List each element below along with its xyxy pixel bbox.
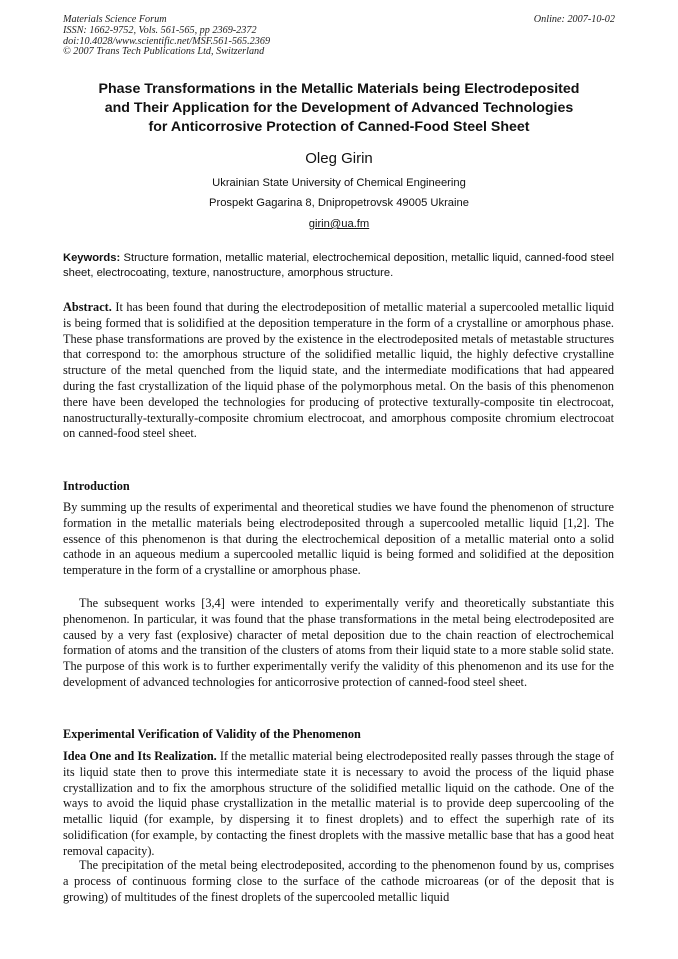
address: Prospekt Gagarina 8, Dnipropetrovsk 49005 Ukraine — [209, 197, 469, 209]
idea-one-text: If the metallic material being electrodeposited really passes through the stage of its liquid state then to prove this intermediate state it is necessary to avoid the process of the liquid phase crystallization and to fix the amorphous structure of the solidified metallic liquid on the cathode. One of the ways to avoid the liquid phase crystallization in the metallic material is to provide deep supercooling of the metallic liquid (for example, by dispersing it to finest droplets) and to effect the superhigh rate of its solidification (for example, by contacting the finest droplets with the massive metallic base that has a good heat removal capacity). — [63, 749, 614, 858]
keywords-text: Structure formation, metallic material, electrochemical deposition, metallic liquid, canned-food steel sheet, electrocoating, texture, nanostructure, amorphous structure. — [63, 252, 614, 279]
introduction-heading: Introduction — [63, 479, 130, 493]
precipitation-paragraph: The precipitation of the metal being electrodeposited, according to the phenomenon found by us, comprises a process of continuous forming close to the surface of the cathode microareas (or of the deposit that is growing) of multitudes of the finest droplets of the supercooled metallic liquid — [63, 858, 614, 904]
idea-one-paragraph — [63, 749, 614, 860]
journal-header — [63, 15, 270, 58]
issn-line: ISSN: 1662-9752, Vols. 561-565, pp 2369-2372 — [63, 24, 257, 36]
email-link[interactable]: girin@ua.fm — [308, 218, 370, 230]
abstract-text: It has been found that during the electrodeposition of metallic material a supercooled metallic liquid is being formed that is solidified at the deposition temperature in the form of a crystalline or amorphous phase. These phase transformations are proved by the existence in the electrodeposited metals of metastable structures that correspond to: the amorphous structure of the solidified metallic liquid, the highly defective crystalline structure of the metal quenched from the liquid state, and the intermediate modifications that had appeared during the fast crystallization of the liquid phase of the polymorphous metal. On the basis of this phenomenon there have been developed the technologies for producing of protective texturally-composite tin electrocoat, nanostructurally-texturally-composite chromium electrocoat, and amorphous composite chromium electrocoat on canned-food steel sheet. — [63, 300, 614, 441]
abstract-label: Abstract. — [63, 300, 112, 314]
title-line-1: Phase Transformations in the Metallic Materials being Electrodeposited — [98, 81, 580, 97]
affiliation: Ukrainian State University of Chemical Engineering — [212, 177, 466, 189]
introduction-paragraph-2: The subsequent works [3,4] were intended to experimentally verify and theoretically substantiate this phenomenon. In particular, it was found that the phase transformations in the metal being electrodeposited are caused by a very fast (explosive) character of metal deposition due to the chain reaction of electrochemical formation of atoms and the transition of the clusters of atoms from their liquid state to a more stable solid state. The purpose of this work is to further experimentally verify the validity of this phenomenon and its use for the development of advanced technologies for anticorrosive protection of canned-food steel sheet. — [63, 596, 614, 689]
online-date: Online: 2007-10-02 — [533, 14, 615, 25]
keywords-label: Keywords: — [63, 252, 121, 264]
journal-name: Materials Science Forum — [63, 14, 167, 25]
abstract — [63, 300, 614, 442]
keywords — [63, 251, 614, 281]
title-line-3: for Anticorrosive Protection of Canned-Food Steel Sheet — [148, 119, 530, 135]
experimental-heading: Experimental Verification of Validity of the Phenomenon — [63, 727, 361, 741]
copyright-line: © 2007 Trans Tech Publications Ltd, Switzerland — [63, 46, 265, 58]
paper-title — [58, 80, 620, 137]
doi-line: doi:10.4028/www.scientific.net/MSF.561-565.2369 — [63, 35, 271, 47]
idea-one-label: Idea One and Its Realization. — [63, 749, 217, 763]
title-line-2: and Their Application for the Development of Advanced Technologies — [104, 100, 574, 116]
introduction-paragraph-1: By summing up the results of experimental and theoretical studies we have found the phenomenon of structure formation in the metallic materials being electrodeposited through a supercooled metallic liquid [1,2]. The essence of this phenomenon is that during the electrochemical deposition of a metallic material onto a solid cathode in an aqueous medium a supercooled metallic liquid is being formed and solidified at the deposition temperature in the form of a crystalline or amorphous phase. — [63, 500, 614, 578]
author-name: Oleg Girin — [305, 150, 373, 167]
